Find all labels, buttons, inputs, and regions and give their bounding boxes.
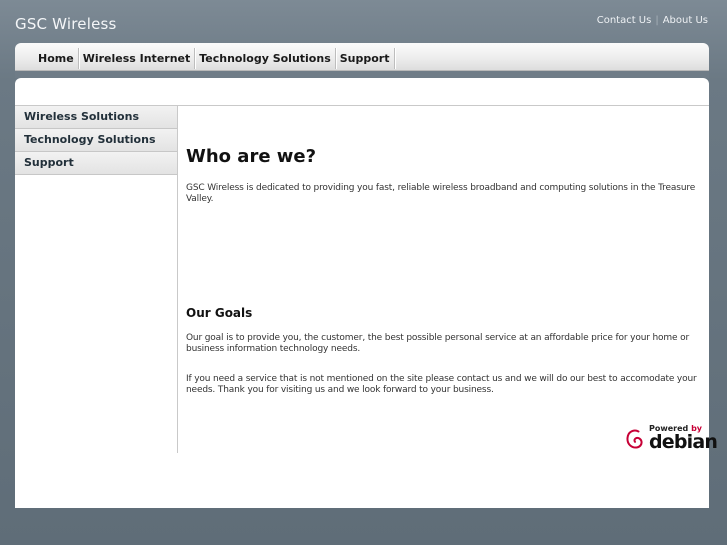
contact-us-link[interactable]: Contact Us [596,15,652,26]
intro-paragraph: GSC Wireless is dedicated to providing you fast, reliable wireless broadband and computing solutions in the Treasure Valley. [186,183,696,204]
sidebar-item-wireless-solutions[interactable]: Wireless Solutions [15,106,177,129]
nav-item-technology-solutions[interactable]: Technology Solutions [195,48,336,69]
link-separator: | [655,15,659,26]
about-us-link[interactable]: About Us [662,15,708,26]
by-text: by [691,424,703,433]
site-title: GSC Wireless [15,15,117,33]
nav-item-wireless-internet[interactable]: Wireless Internet [79,48,196,69]
goals-heading: Our Goals [186,306,253,320]
nav-item-support[interactable]: Support [336,48,395,69]
powered-text: Powered [649,424,689,433]
sidebar [15,106,178,453]
sidebar-item-support[interactable]: Support [15,152,177,175]
powered-by-debian-badge[interactable] [625,424,718,454]
debian-wordmark: debian [649,431,718,453]
sidebar-item-technology-solutions[interactable]: Technology Solutions [15,129,177,152]
page-heading: Who are we? [186,146,317,167]
debian-swirl-icon [625,427,645,451]
main-navigation [15,43,709,71]
nav-item-home[interactable]: Home [34,48,79,69]
goals-paragraph: Our goal is to provide you, the customer, the best possible personal service at an affordable price for your home or business information technology needs. [186,333,690,354]
contact-paragraph: If you need a service that is not mentioned on the site please contact us and we will do our best to accomodate your needs. Thank you for visiting us and we look forward to your business. [186,374,697,395]
navbar-divider-strip [15,71,709,78]
nav-items [34,48,395,69]
content-panel [15,78,718,508]
top-links [597,15,708,26]
